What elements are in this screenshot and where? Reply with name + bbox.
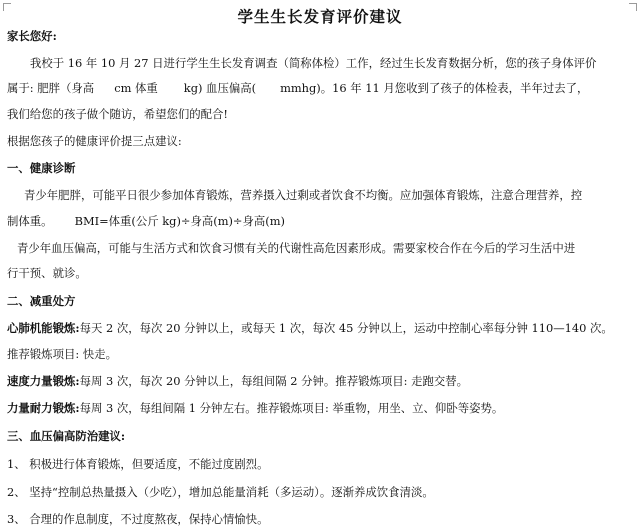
cardio-recommendation: 推荐锻炼项目: 快走。 xyxy=(7,347,117,361)
section-2-heading: 二、减重处方 xyxy=(7,294,76,308)
intro-line-3: 我们给您的孩子做个随访，希望您们的配合! xyxy=(7,107,229,121)
strength-endurance-label: 力量耐力锻炼: xyxy=(7,401,80,415)
intro-line-1: 我校于 16 年 10 月 27 日进行学生生长发育调查（简称体检）工作，经过生长发育数据分析，您的孩子身体评价 xyxy=(30,56,597,70)
speed-strength-label: 速度力量锻炼: xyxy=(7,374,80,388)
strength-endurance-exercise xyxy=(7,400,503,416)
list-item: 1、 积极进行体育锻炼，但要适度，不能过度剧烈。 xyxy=(7,457,269,471)
cardio-exercise-text: 每天 2 次，每次 20 分钟以上，或每天 1 次，每次 45 分钟以上，运动中控制心率每分钟 110—140 次。 xyxy=(79,321,613,335)
document-title: 学生生长发育评价建议 xyxy=(237,7,403,26)
intro-line-2-part-a: 属于: 肥胖（身高 xyxy=(7,81,95,95)
section-1-heading: 一、健康诊断 xyxy=(7,161,76,175)
speed-strength-exercise xyxy=(7,373,468,389)
cardio-exercise-label: 心肺机能锻炼: xyxy=(7,321,80,335)
strength-endurance-text: 每周 3 次，每组间隔 1 分钟左右。推荐锻炼项目: 举重物，用坐、立、仰卧等姿势。 xyxy=(79,401,504,415)
list-item: 2、 坚持“控制总热量摄入（少吃），增加总能量消耗（多运动）。逐渐养成饮食清淡。 xyxy=(7,485,434,499)
blood-pressure-diagnosis-line-1: 青少年血压偏高，可能与生活方式和饮食习惯有关的代谢性高危因素形成。需要家校合作在今后的学习生活中进 xyxy=(17,241,576,255)
obesity-diagnosis-line-2 xyxy=(7,213,285,229)
list-item: 3、 合理的作息制度，不过度熬夜，保持心情愉快。 xyxy=(7,512,269,526)
speed-strength-text: 每周 3 次，每次 20 分钟以上，每组间隔 2 分钟。推荐锻炼项目: 走跑交替。 xyxy=(79,374,469,388)
bmi-formula: BMI=体重(公斤 kg)÷身高(m)÷身高(m) xyxy=(74,214,285,228)
greeting: 家长您好: xyxy=(7,29,57,43)
intro-line-2-part-d: mmhg)。16 年 11 月您收到了孩子的体检表，半年过去了， xyxy=(280,81,589,95)
intro-line-2 xyxy=(7,80,588,96)
obesity-diagnosis-line-1: 青少年肥胖，可能平日很少参加体育锻炼，营养摄入过剩或者饮食不均衡。应加强体育锻炼，注意合理营养，控 xyxy=(24,188,583,202)
section-3-heading: 三、血压偏高防治建议: xyxy=(7,429,126,443)
intro-line-2-part-b: cm 体重 xyxy=(114,81,158,95)
blood-pressure-diagnosis-line-2: 行干预、就诊。 xyxy=(7,266,87,280)
intro-line-2-part-c: kg) 血压偏高( xyxy=(183,81,257,95)
advice-lead: 根据您孩子的健康评价提三点建议: xyxy=(7,134,182,148)
cardio-exercise xyxy=(7,320,613,336)
obesity-diagnosis-end: 制体重。 xyxy=(7,214,53,228)
